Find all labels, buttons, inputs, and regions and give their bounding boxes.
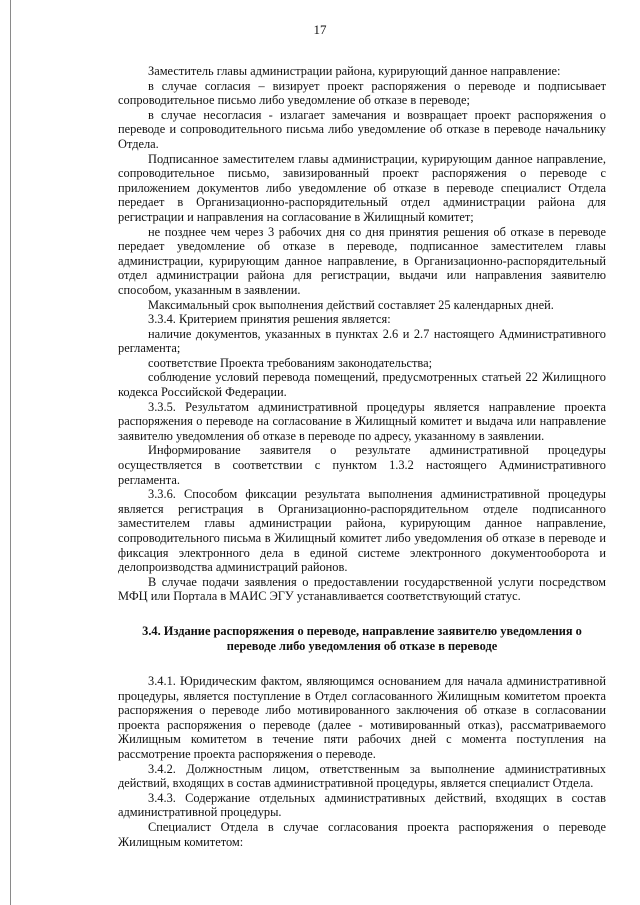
paragraph: в случае согласия – визирует проект распоряжения о переводе и подписывает сопроводительное письмо либо уведомление об отказе в переводе; bbox=[118, 78, 606, 108]
paragraph: В случае подачи заявления о предоставлении государственной услуги посредством МФЦ или Портала в МАИС ЭГУ устанавливается соответствующий статус. bbox=[118, 574, 606, 604]
paragraph: Специалист Отдела в случае согласования проекта распоряжения о переводе Жилищным комитетом: bbox=[118, 819, 606, 849]
paragraph: 3.3.6. Способом фиксации результата выполнения административной процедуры является регистрация в Организационно-распорядительном отделе подписанного заместителем главы администрации района, курирующим данное направление, сопроводительного письма в Жилищный комитет либо уведомления об отказе в переводе и фиксация электронного дела в единой системе электронного документооборота и делопроизводства администраций районов. bbox=[118, 487, 606, 575]
paragraph: соблюдение условий перевода помещений, предусмотренных статьей 22 Жилищного кодекса Российской Федерации. bbox=[118, 370, 606, 400]
paragraph: Максимальный срок выполнения действий составляет 25 календарных дней. bbox=[148, 297, 554, 312]
paragraph: 3.4.3. Содержание отдельных административных действий, входящих в состав административной процедуры. bbox=[118, 790, 606, 820]
paragraph: Информирование заявителя о результате административной процедуры осуществляется в соответствии с пунктом 1.3.2 настоящего Административного регламента. bbox=[118, 443, 606, 487]
paragraph: Заместитель главы администрации района, курирующий данное направление: bbox=[148, 64, 561, 78]
paragraph: в случае несогласия - излагает замечания и возвращает проект распоряжения о переводе и сопроводительного письма либо уведомление об отказе в переводе начальнику Отдела. bbox=[118, 107, 606, 151]
document-body bbox=[118, 64, 606, 849]
paragraph: Подписанное заместителем главы администрации, курирующим данное направление, сопроводительное письмо, завизированный проект распоряжения о переводе с приложением документов либо уведомление об отказе в переводе специалист Отдела передает в Организационно-распорядительный отдел администрации района для регистрации и направления на согласование в Жилищный комитет; bbox=[118, 151, 606, 224]
paragraph: 3.3.4. Критерием принятия решения является: bbox=[148, 312, 391, 327]
paragraph: 3.4.2. Должностным лицом, ответственным за выполнение административных действий, входящих в состав административной процедуры, является специалист Отдела. bbox=[118, 761, 606, 791]
scan-edge-line bbox=[10, 0, 11, 905]
paragraph: соответствие Проекта требованиям законодательства; bbox=[148, 355, 433, 370]
paragraph: 3.4.1. Юридическим фактом, являющимся основанием для начала административной процедуры, является поступление в Отдел согласованного Жилищным комитетом проекта распоряжения о переводе либо мотивированного заключения об отказе в согласовании проекта распоряжения о переводе (далее - мотивированный отказ), рассматриваемого Жилищным комитетом в течение пяти рабочих дней с момента поступления на рассмотрение проекта распоряжения о переводе. bbox=[118, 673, 606, 761]
paragraph: наличие документов, указанных в пунктах 2.6 и 2.7 настоящего Административного регламента; bbox=[118, 326, 606, 356]
page-number: 17 bbox=[313, 22, 327, 37]
paragraph: не позднее чем через 3 рабочих дня со дня принятия решения об отказе в переводе передает уведомление об отказе в переводе, подписанное заместителем главы администрации, курирующим данное направление, в Организационно-распорядительный отдел администрации района для регистрации, выдачи или направления заявителю способом, указанным в заявлении. bbox=[118, 224, 606, 297]
section-heading: 3.4. Издание распоряжения о переводе, направление заявителю уведомления о переводе либо уведомления об отказе в переводе bbox=[142, 623, 582, 653]
paragraph: 3.3.5. Результатом административной процедуры является направление проекта распоряжения о переводе на согласование в Жилищный комитет и выдача или направление заявителю уведомления об отказе в переводе по адресу, указанному в заявлении. bbox=[118, 399, 606, 443]
